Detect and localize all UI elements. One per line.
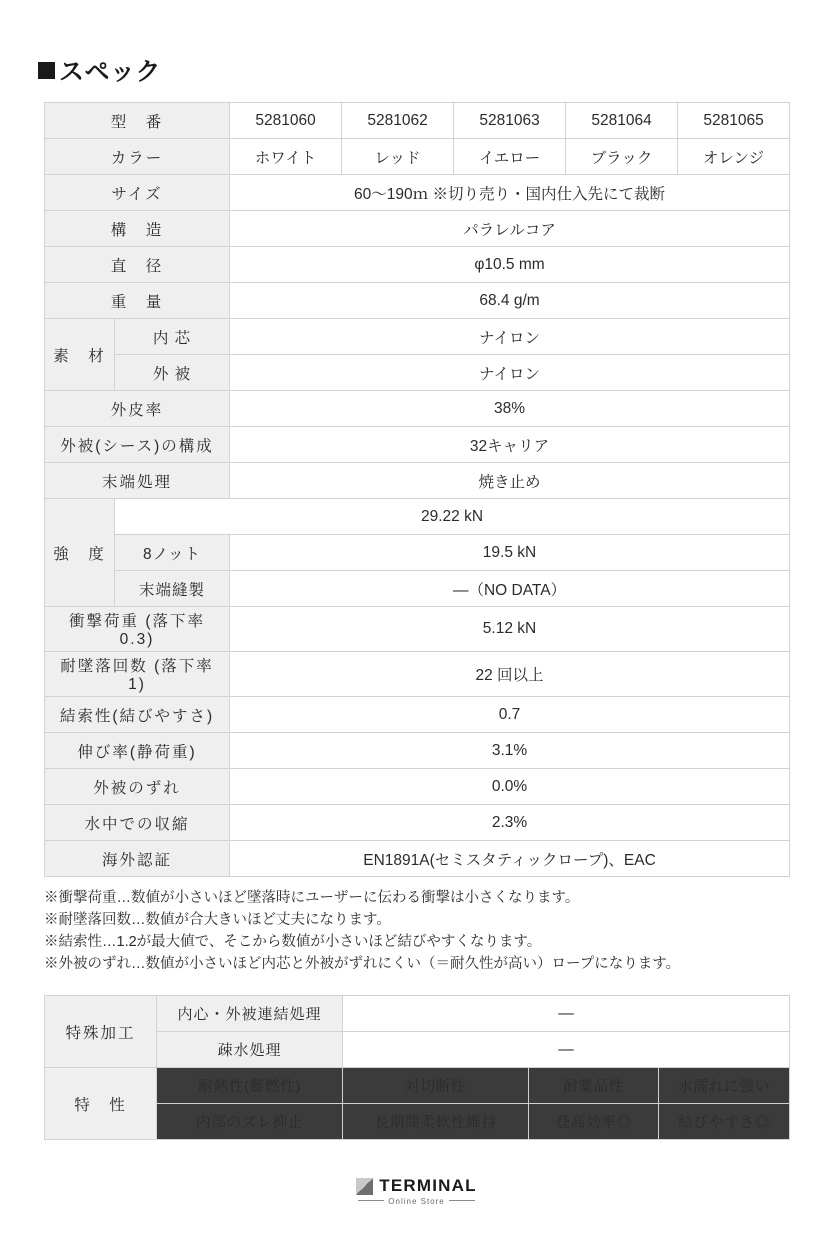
brand-logo [354,1176,478,1206]
structure-label: 構 造 [45,211,230,247]
color-value-4: ブラック [566,139,678,175]
bond-value: ― [343,996,790,1032]
model-value-3: 5281063 [454,103,566,139]
diameter-value: φ10.5 mm [230,247,790,283]
secondary-table-container [0,975,833,1140]
feature-badge-6: 長期間柔軟性維持 [343,1104,529,1140]
fall-count-label: 耐墜落回数 (落下率 1) [45,652,230,697]
sheath-construction-value: 32キャリア [230,427,790,463]
page-title [0,0,833,102]
model-value-4: 5281064 [566,103,678,139]
feature-badge-2: 対切断性 [343,1068,529,1104]
table-row [45,463,790,499]
feature-badge-5: 内部のズレ抑止 [157,1104,343,1140]
color-value-3: イエロー [454,139,566,175]
knot8-label: 8ノット [115,535,230,571]
table-row [45,1068,790,1104]
end-treatment-value: 焼き止め [230,463,790,499]
square-bullet-icon [38,62,55,79]
weight-value: 68.4 g/m [230,283,790,319]
table-row [45,571,790,607]
logo-subtitle: Online Store [388,1197,445,1207]
table-row [45,319,790,355]
table-row [45,535,790,571]
table-row [45,499,790,535]
table-row [45,103,790,139]
model-value-2: 5281062 [342,103,454,139]
knotability-label: 結索性(結びやすさ) [45,697,230,733]
material-label: 素 材 [45,319,115,391]
strength-value: 29.22 kN [115,499,790,535]
color-value-2: レッド [342,139,454,175]
model-value-1: 5281060 [230,103,342,139]
table-row [45,733,790,769]
elongation-label: 伸び率(静荷重) [45,733,230,769]
sheath-ratio-value: 38% [230,391,790,427]
table-row [45,697,790,733]
knotability-value: 0.7 [230,697,790,733]
table-row [45,607,790,652]
table-row [45,652,790,697]
impact-load-label: 衝撃荷重 (落下率 0.3) [45,607,230,652]
note-2: ※耐墜落回数…数値が合大きいほど丈夫になります。 [44,912,391,929]
logo-rule-left-icon [358,1200,384,1201]
spec-table-container [0,102,833,877]
impact-load-value: 5.12 kN [230,607,790,652]
logo-subtitle-row [354,1197,478,1206]
table-row [45,769,790,805]
structure-value: パラレルコア [230,211,790,247]
sheath-slip-label: 外被のずれ [45,769,230,805]
processing-features-table [44,995,790,1140]
weight-label: 重 量 [45,283,230,319]
table-row [45,427,790,463]
feature-badge-4: 水濡れに強い [659,1068,790,1104]
table-row [45,175,790,211]
elongation-value: 3.1% [230,733,790,769]
table-row [45,1032,790,1068]
logo-mark-icon [356,1178,373,1195]
table-row [45,283,790,319]
fall-count-value: 22 回以上 [230,652,790,697]
table-row [45,139,790,175]
color-value-5: オレンジ [678,139,790,175]
model-label: 型 番 [45,103,230,139]
table-row [45,211,790,247]
strength-label: 強 度 [45,499,115,607]
table-row [45,355,790,391]
hydrophobic-label: 疎水処理 [157,1032,343,1068]
logo-rule-right-icon [449,1200,475,1201]
sheath-label: 外 被 [115,355,230,391]
end-sewn-label: 末端縫製 [115,571,230,607]
model-value-5: 5281065 [678,103,790,139]
inner-core-label: 内 芯 [115,319,230,355]
table-row [45,841,790,877]
feature-badge-3: 耐薬品性 [529,1068,659,1104]
hydrophobic-value: ― [343,1032,790,1068]
note-3: ※結索性…1.2が最大値で、そこから数値が小さいほど結びやすくなります。 [44,934,542,951]
note-1: ※衝撃荷重…数値が小さいほど墜落時にユーザーに伝わる衝撃は小さくなります。 [44,890,580,906]
sheath-construction-label: 外被(シース)の構成 [45,427,230,463]
shrink-label: 水中での収縮 [45,805,230,841]
size-label: サイズ [45,175,230,211]
spec-table [44,102,790,877]
table-row [45,1104,790,1140]
notes-block [0,877,833,975]
features-label: 特 性 [45,1068,157,1140]
shrink-value: 2.3% [230,805,790,841]
table-row [45,247,790,283]
sheath-ratio-label: 外皮率 [45,391,230,427]
table-row [45,805,790,841]
special-processing-label: 特殊加工 [45,996,157,1068]
cert-value: EN1891A(セミスタティックロープ)、EAC [230,841,790,877]
feature-badge-8: 結びやすさ◎ [659,1104,790,1140]
cert-label: 海外認証 [45,841,230,877]
bond-label: 内心・外被連結処理 [157,996,343,1032]
page-title-text: スペック [59,58,162,86]
logo-text: TERMINAL [379,1176,477,1196]
color-label: カラー [45,139,230,175]
size-value: 60〜190ｍ ※切り売り・国内仕入先にて裁断 [230,175,790,211]
sheath-slip-value: 0.0% [230,769,790,805]
table-row [45,996,790,1032]
feature-badge-1: 耐熱性(難燃性) [157,1068,343,1104]
inner-core-value: ナイロン [230,319,790,355]
end-sewn-value: ―（NO DATA） [230,571,790,607]
note-4: ※外被のずれ…数値が小さいほど内芯と外被がずれにくい（＝耐久性が高い）ロープになります。 [44,956,681,973]
knot8-value: 19.5 kN [230,535,790,571]
sheath-value: ナイロン [230,355,790,391]
footer [0,1176,833,1243]
diameter-label: 直 径 [45,247,230,283]
table-row [45,391,790,427]
color-value-1: ホワイト [230,139,342,175]
feature-badge-7: 登高効率◎ [529,1104,659,1140]
end-treatment-label: 末端処理 [45,463,230,499]
